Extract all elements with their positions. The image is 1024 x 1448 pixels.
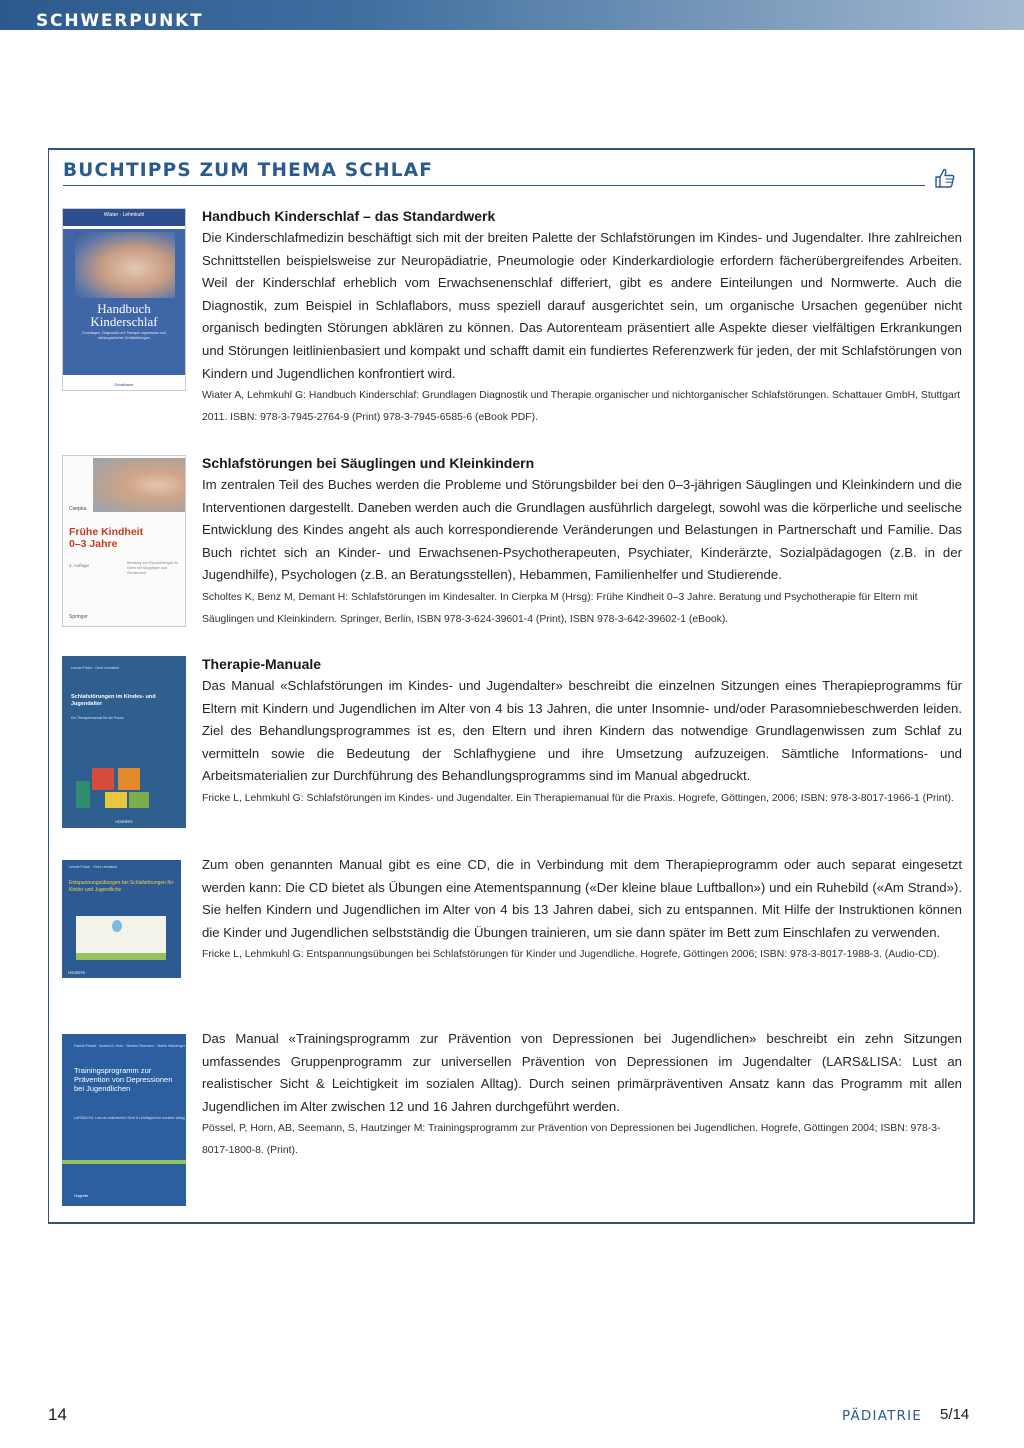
cover-title: Frühe Kindheit (69, 526, 144, 538)
cover-title: Entspannungsübungen bei Schlafstörungen für Kinder und Jugendliche (69, 880, 174, 893)
entry-reference: Pössel, P, Horn, AB, Seemann, S, Hautzinger M: Trainingsprogramm zur Prävention von Depressionen bei Jugendlichen. Hogrefe, Göttingen 2004; ISBN: 978-3-8017-1800-8. (Print). (202, 1123, 941, 1157)
entry-body: Zum oben genannten Manual gibt es eine CD, die in Verbindung mit dem Therapieprogramm oder auch separat eingesetzt werden kann: Die CD bietet als Übungen eine Atementspannung («Der kleine blaue Luftballon») und ein Ruhebild («Am Strand»). Sie helfen Kindern und Jugendlichen im Alter von 4 bis 13 Jahren dabei, sich zu entspannen. Mit Hilfe der Instruktionen können die Kinder und Jugendlichen selbstständig die Übungen trainieren, um sie dann später im Bett zum Einschlafen zu verwenden. (202, 857, 962, 940)
cover-publisher: HOGREFE (68, 971, 86, 975)
entry-body: Das Manual «Trainingsprogramm zur Prävention von Depressionen bei Jugendlichen» beschreibt ein zehn Sitzungen umfassendes Gruppenprogramm zur universellen Prävention von Depressionen im Jugendalter (LARS&LISA: Lust an realistischer Sicht & Leichtigkeit im sozialen Alltag). Durch seinen primärpräventiven Ansatz kann das Programm mit allen Jugendlichen im Alter zwischen 12 und 16 Jahren durchgeführt werden. (202, 1031, 962, 1114)
cover-title: 0–3 Jahre (69, 538, 118, 550)
cover-photo (75, 232, 175, 298)
entry-body: Die Kinderschlafmedizin beschäftigt sich mit der breiten Palette der Schlafstörungen im Kindes- und Jugendalter. Ihre zahlreichen Schnittstellen beispielsweise zur Neuropädiatrie, Pneumologie oder Kinderkardiologie erfordern fächerübergreifendes Arbeiten. Weil der Kinderschlaf erheblich vom Erwachsenenschlaf differiert, gibt es andere Einteilungen und Normwerte. Auch die Diagnostik, zum Beispiel in Schlaflabors, muss speziell darauf ausgerichtet sein, um organische Ursachen gegenüber nicht organisch bedingten Störungen abklären zu können. Das Autorenteam präsentiert alle Aspekte dieser vielfältigen Erkrankungen und Störungen leitlinienbasiert und kompakt und schafft damit ein fundiertes Referenzwerk für jeden, der mit Schlafstörungen von Kindern und Jugendlichen konfrontiert wird. (202, 230, 962, 381)
cover-title: Handbuch (97, 301, 151, 316)
cover-title: Trainingsprogramm zur Prävention von Depressionen bei Jugendlichen (74, 1066, 173, 1093)
cover-subtitle: LARS&LISA: Lust an realistischer Sicht & Leichtigkeit im sozialen Alltag (74, 1116, 185, 1120)
entry-body: Das Manual «Schlafstörungen im Kindes- und Jugendalter» beschreibt die einzelnen Sitzungen eines Therapieprogramms für Eltern mit Kindern und Jugendlichen im Alter von 4 bis 13 Jahren, die unter Insomnie- und/oder Parasomniebeschwerden leiden. Ziel des Behandlungsprogrammes ist es, den Eltern und ihren Kindern das notwendige Grundlagenwissen zum Schlaf zu vermitteln sowie die Bedeutung der Schlafhygiene und ihre Umsetzung aufzuzeigen. Sämtliche Informations- und Arbeitsmaterialien zur Durchführung des Behandlungsprogramms sind im Manual abgedruckt. (202, 678, 962, 784)
balloon-icon (112, 920, 122, 932)
issue-number: 5/14 (940, 1406, 970, 1423)
box-title: BUCHTIPPS ZUM THEMA SCHLAF (63, 160, 434, 181)
journal-name: PÄDIATRIE (842, 1408, 923, 1424)
cover-edition: 2. Auflage (69, 563, 90, 568)
cover-publisher: Hogrefe (74, 1193, 89, 1198)
book-cover (62, 656, 186, 828)
cover-publisher: Springer (69, 614, 88, 620)
entry-title: Handbuch Kinderschlaf – das Standardwerk (202, 208, 496, 224)
header-band (0, 0, 1024, 30)
entry-reference: Wiater A, Lehmkuhl G: Handbuch Kinderschlaf: Grundlagen Diagnostik und Therapie organischer und nichtorganischer Schlafstörungen. Schattauer GmbH, Stuttgart 2011. ISBN: 978-3-7945-2764-9 (Print) 978-3-7945-6585-6 (eBook PDF). (202, 390, 961, 424)
cd-cover (62, 860, 181, 978)
cover-publisher: HOGREFE (115, 820, 133, 824)
cover-subtitle: Grundlagen, Diagnostik und Therapie organischer und nichtorganischer Schlafstörungen (81, 331, 167, 340)
cover-authors: Patrick Pössel · Andrea B. Horn · Simone Seemann · Martin Hautzinger (74, 1044, 185, 1048)
book-cover (62, 455, 186, 627)
book-cover (62, 1034, 186, 1206)
entry-reference: Fricke L, Lehmkuhl G: Entspannungsübungen bei Schlafstörungen für Kinder und Jugendliche. Hogrefe, Göttingen 2006; ISBN: 978-3-8017-1988-3. (Audio-CD). (202, 949, 940, 961)
book-cover (62, 208, 186, 391)
entry-title: Therapie-Manuale (202, 656, 322, 672)
title-rule (63, 185, 925, 186)
cover-subtitle: Beratung und Psychotherapie für Eltern mit Säuglingen und Kleinkindern (127, 561, 179, 575)
cover-title: Schlafstörungen im Kindes- und Jugendalter (71, 694, 156, 707)
entry-reference: Fricke L, Lehmkuhl G: Schlafstörungen im Kindes- und Jugendalter. Ein Therapiemanual für die Praxis. Hogrefe, Göttingen, 2006; ISBN: 978-3-8017-1966-1 (Print). (202, 792, 954, 804)
entry-body: Im zentralen Teil des Buches werden die Probleme und Störungsbilder bei den 0–3-jährigen Säuglingen und Kleinkindern und die Interventionen dargestellt. Daneben werden auch die Grundlagen ausführlich dargelegt, sowohl was die körperliche und seelische Entwicklung des Kindes angeht als auch korrespondierende Veränderungen und Belastungen in Partnerschaft und Familie. Das Buch richtet sich an Kinder- und Erwachsenen-Psychotherapeuten, Psychiater, Kinderärzte, Sozialpädagogen (z.B. in der Jugendhilfe), Psychologen (z.B. an Beratungsstellen), Hebammen, Familienhelfer und Studierende. (202, 477, 962, 583)
cover-authors: Wiater · Lehmkuhl (103, 212, 145, 218)
cover-title: Kinderschlaf (90, 314, 158, 329)
cover-photo (93, 458, 185, 512)
cover-subtitle: Ein Therapiemanual für die Praxis (71, 716, 124, 720)
page-number: 14 (48, 1405, 67, 1424)
cover-authors: Cierpka (69, 506, 87, 512)
book-tips-box (48, 148, 975, 1224)
entry-title: Schlafstörungen bei Säuglingen und Kleinkindern (202, 455, 535, 471)
cover-publisher: Schattauer (114, 382, 134, 387)
thumbs-up-icon (933, 166, 957, 190)
cover-authors: Leonie Fricke · Gerd Lehmkuhl (69, 865, 118, 869)
cover-authors: Leonie Fricke · Gerd Lehmkuhl (71, 666, 120, 670)
section-label: SCHWERPUNKT (36, 11, 204, 31)
entry-reference: Scholtes K, Benz M, Demant H: Schlafstörungen im Kindesalter. In Cierpka M (Hrsg): Frühe Kindheit 0–3 Jahre. Beratung und Psychotherapie für Eltern mit Säuglingen und Kleinkindern. Springer, Berlin, ISBN 978-3-624-39601-4 (Print), ISBN 978-3-642-39602-1 (eBook). (202, 591, 918, 625)
